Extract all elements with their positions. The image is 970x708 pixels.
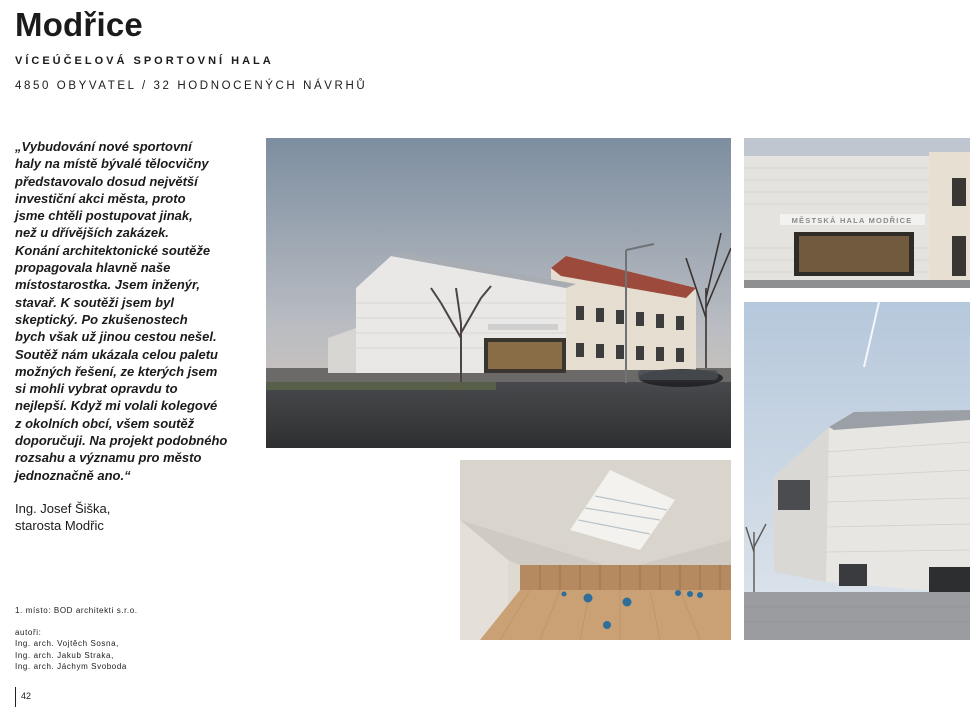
quote-line: propagovala hlavně naše <box>15 260 171 276</box>
quote-line: z okolních obcí, všem soutěž <box>15 415 195 431</box>
project-credits <box>15 605 138 672</box>
competition-stats: 4850 OBYVATEL / 32 HODNOCENÝCH NÁVRHŮ <box>15 80 368 92</box>
quote-line: si mohli vybrat opravdu to <box>15 381 178 397</box>
quote-line: skeptický. Po zkušenostech <box>15 311 188 327</box>
credits-author: Ing. arch. Vojtěch Sosna, <box>15 639 119 649</box>
photo-hall-corner <box>744 302 970 640</box>
photo-hall-exterior-street <box>266 138 731 448</box>
quote-line: haly na místě bývalé tělocvičny <box>15 156 209 172</box>
credits-authors-label: autoři: <box>15 628 42 638</box>
quote-line: jsme chtěli postupovat jinak, <box>15 208 193 224</box>
quote-line: nejlepší. Když mi volali kolegové <box>15 398 218 414</box>
quote-line: doporučuji. Na projekt podobného <box>15 433 228 449</box>
quote-line: bych však už jinou cestou nešel. <box>15 329 217 345</box>
photo-hall-entrance <box>744 138 970 288</box>
quote-line: než u dřívějších zakázek. <box>15 225 169 241</box>
quote-line: Soutěž nám ukázala celou paletu <box>15 346 218 362</box>
quote-line: představovalo dosud největší <box>15 173 198 189</box>
author-role: starosta Modřic <box>15 518 104 533</box>
photo-hall-interior <box>460 460 731 640</box>
quote-line: místostarostka. Jsem inženýr, <box>15 277 200 293</box>
credits-place: 1. místo: BOD architekti s.r.o. <box>15 606 138 615</box>
page-number-rule <box>15 687 16 707</box>
quote-line: rozsahu a významu pro město <box>15 450 202 466</box>
quote-line: stavař. K soutěži jsem byl <box>15 294 174 310</box>
credits-author: Ing. arch. Jáchym Svoboda <box>15 661 127 671</box>
facade-sign: MĚSTSKÁ HALA MODŘICE <box>791 216 913 225</box>
page-number: 42 <box>21 691 32 701</box>
quote-line: jednoznačně ano.“ <box>15 467 131 483</box>
quote-line: „Vybudování nové sportovní <box>15 139 192 154</box>
credits-author: Ing. arch. Jakub Straka, <box>15 650 114 660</box>
author-name: Ing. Josef Šiška, <box>15 501 111 516</box>
quote-author <box>15 500 110 534</box>
page-title: Modřice <box>15 6 143 43</box>
mayor-quote <box>15 138 260 484</box>
quote-line: Konání architektonické soutěže <box>15 242 211 258</box>
quote-line: investiční akci města, proto <box>15 190 186 206</box>
page-subtitle: VÍCEÚČELOVÁ SPORTOVNÍ HALA <box>15 55 274 67</box>
quote-line: možných řešení, ze kterých jsem <box>15 363 218 379</box>
